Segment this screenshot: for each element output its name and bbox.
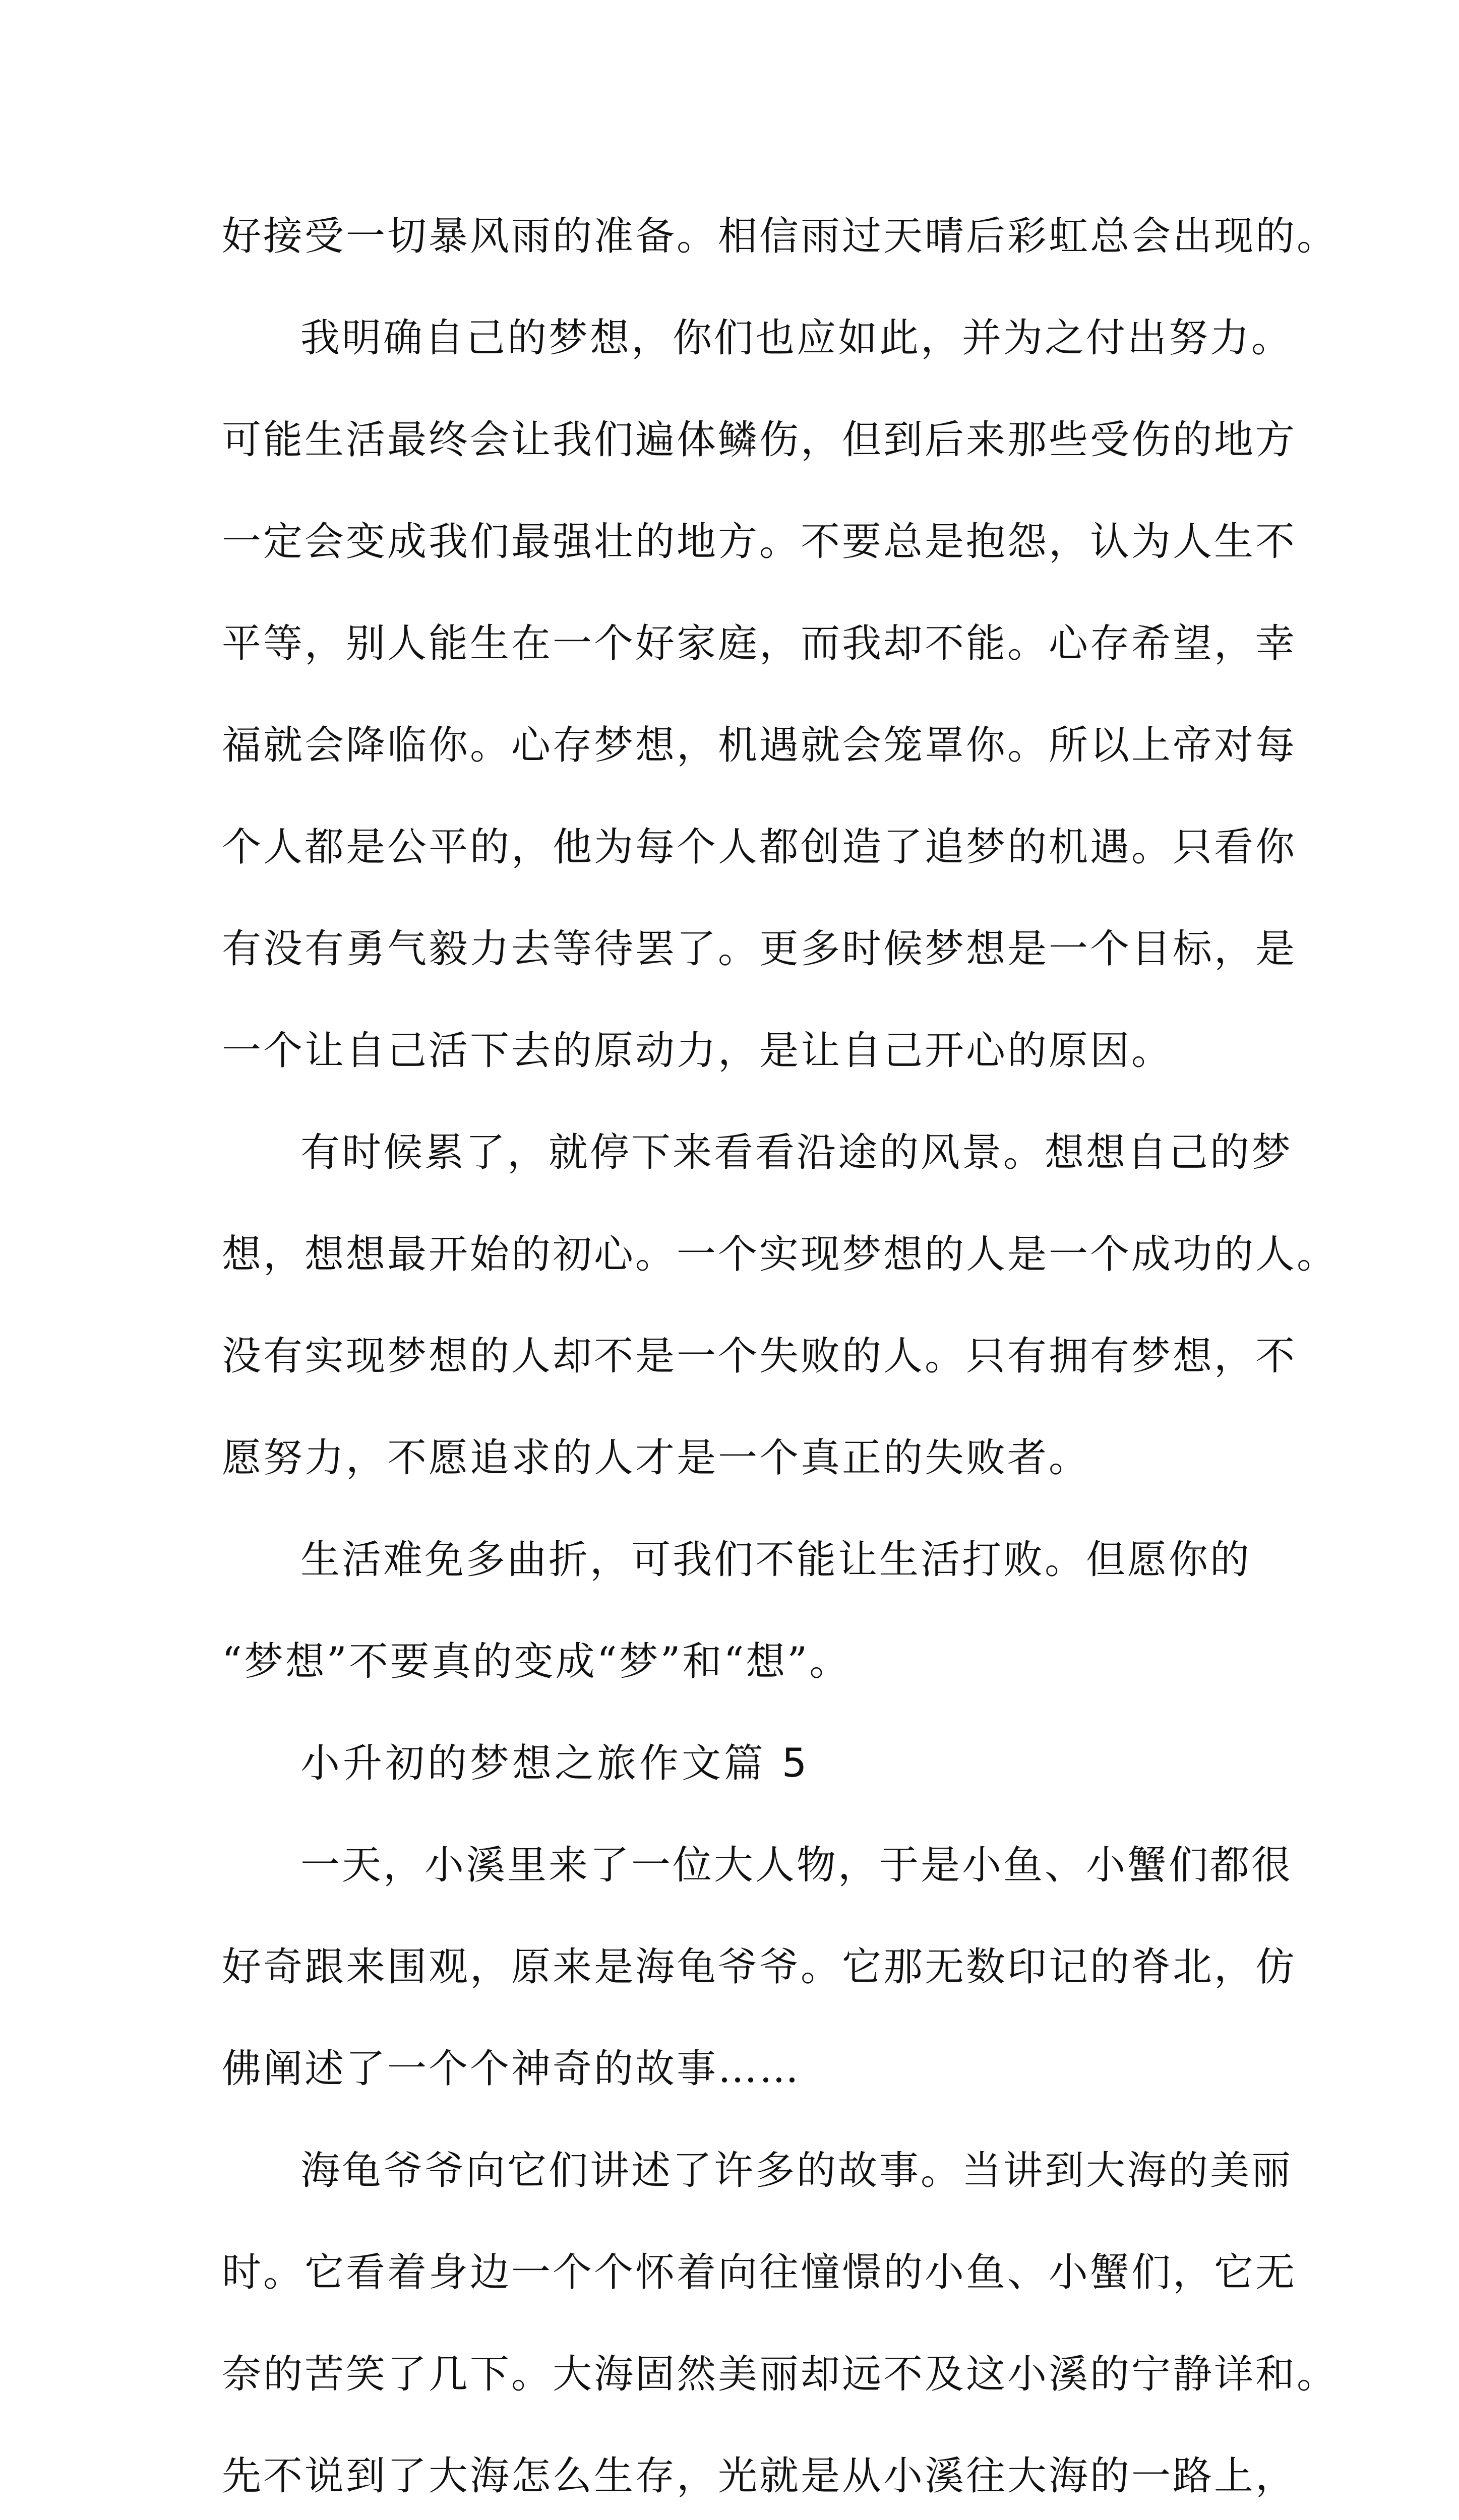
text-line: 有没有勇气毅力去等待罢了。更多时候梦想是一个目标，是: [222, 926, 1297, 972]
text-line: 好奇跟来围观，原来是海龟爷爷。它那无数印记的脊北，仿: [222, 1944, 1297, 1990]
text-line: 先不说到了大海怎么生存，光就是从小溪往大海的一路上，: [222, 2453, 1297, 2499]
text-line: 一个让自己活下去的原动力，是让自己开心的原因。: [222, 1028, 1173, 1074]
text-line: 愿努力，不愿追求的人才是一个真正的失败者。: [222, 1435, 1090, 1481]
text-line: 平等，别人能生在一个好家庭，而我却不能。心存希望，幸: [222, 621, 1297, 666]
text-line: 想，想想最开始的初心。一个实现梦想的人是一个成功的人。: [222, 1232, 1339, 1277]
text-line: 个人都是公平的，他为每个人都创造了追梦的机遇。只看你: [222, 825, 1297, 870]
text-line: 可能生活最终会让我们遍体鳞伤，但到后来那些受伤的地方: [222, 417, 1297, 463]
text-line: “梦想”不要真的变成“梦”和“想”。: [222, 1639, 851, 1684]
section-heading: 小升初的梦想之旅作文篇 5: [300, 1741, 810, 1786]
paragraph-start-line: 一天，小溪里来了一位大人物，于是小鱼、小蟹们都很: [300, 1843, 1293, 1888]
text-line: 好接受一切暴风雨的准备。相信雨过天晴后彩虹总会出现的。: [222, 214, 1339, 259]
paragraph-start-line: 生活难免多曲折，可我们不能让生活打败。但愿你的: [300, 1537, 1252, 1583]
paragraph-start-line: 海龟爷爷向它们讲述了许多的故事。当讲到大海的美丽: [300, 2148, 1293, 2193]
paragraph-start-line: 有时候累了，就停下来看看沿途的风景。想想自己的梦: [300, 1130, 1293, 1175]
text-line: 佛阐述了一个个神奇的故事……: [222, 2046, 801, 2092]
text-line: 福就会降临你。心存梦想，机遇就会笼罩你。所以上帝对每: [222, 723, 1297, 768]
text-line: 时。它看着身边一个个怀着向往憧憬的小鱼、小蟹们，它无: [222, 2250, 1297, 2295]
text-line: 一定会变成我们最强壮的地方。不要总是抱怨，认为人生不: [222, 519, 1297, 564]
text-line: 奈的苦笑了几下。大海固然美丽却远不及这小溪的宁静详和。: [222, 2352, 1339, 2397]
essay-text: [222, 185, 1339, 2520]
text-line: 没有实现梦想的人却不是一个失败的人。只有拥有梦想，不: [222, 1334, 1297, 1379]
paragraph-start-line: 我明确自己的梦想，你们也应如此，并为之付出努力。: [300, 316, 1293, 361]
